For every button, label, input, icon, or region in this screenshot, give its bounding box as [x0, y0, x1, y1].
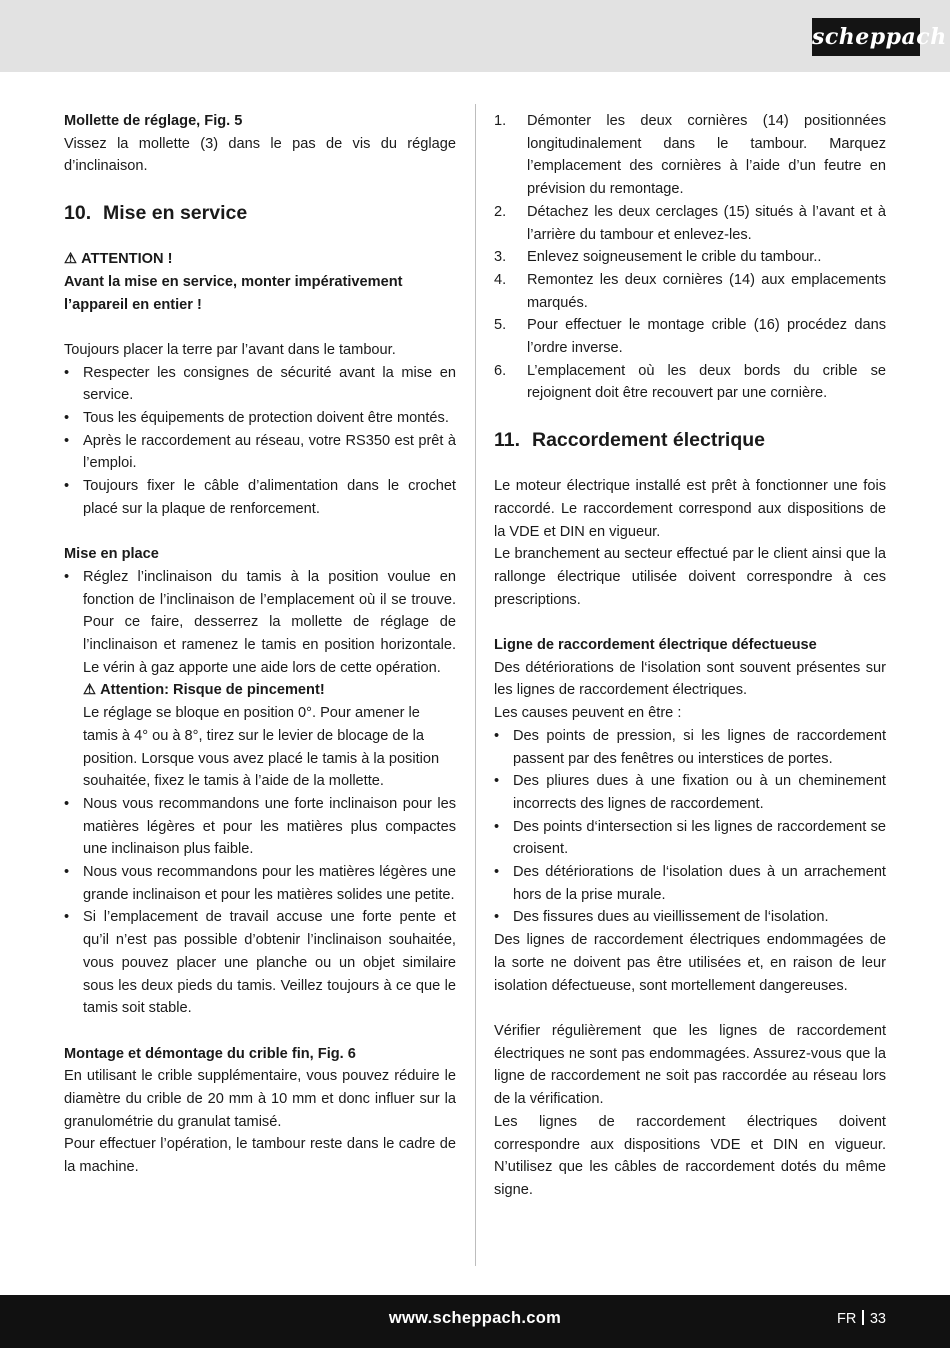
causes-list: [494, 725, 886, 929]
section-10-heading: [64, 200, 456, 226]
steps-list: [494, 110, 886, 405]
mep-bullet-1-text: Réglez l’inclinaison du tamis à la position voulue en fonction de l’inclinaison de l’emplacement où il se trouve. Pour ce faire, desserrez la mollette de réglage de l’inclinaison et ramenez le tamis en position horizontale. Le vérin à gaz apporte une aide lors de cette opération.: [83, 568, 456, 676]
pincement-text: Le réglage se bloque en position 0°. Pour amener le tamis à 4° ou à 8°, tirez sur le levier de blocage de la position. Lorsque vous avez placé le tamis à la position souhaitée, fixez le tamis à l’aide de la mollette.: [83, 705, 440, 790]
list-item: • Après le raccordement au réseau, votre RS350 est prêt à l’emploi.: [64, 430, 456, 475]
list-item: [494, 269, 886, 314]
step-number: 2.: [494, 203, 507, 220]
service-bullet-list: [64, 362, 456, 521]
step-text: L’emplacement où les deux bords du crible se rejoignent doit être recouvert par une cornière.: [527, 362, 886, 402]
list-item: [64, 566, 456, 793]
list-item: [494, 110, 886, 201]
list-item: • Nous vous recommandons une forte inclinaison pour les matières légères et pour les matières plus compactes une inclinaison plus faible.: [64, 793, 456, 861]
list-item: • Toujours fixer le câble d’alimentation dans le crochet placé sur la plaque de renforcement.: [64, 475, 456, 520]
branchement-text: Le branchement au secteur effectué par le client ainsi que la rallonge électrique utilisée doivent correspondre à ces prescriptions.: [494, 546, 886, 608]
step-text: Enlevez soigneusement le crible du tambour..: [527, 249, 822, 266]
list-item: • Des fissures dues au vieillissement de l‘isolation.: [494, 906, 886, 929]
step-text: Démonter les deux cornières (14) positionnées longitudinalement dans le tambour. Marquez l’emplacement des cornières à l’aide d’un feutre en prévision du remontage.: [527, 113, 886, 198]
endommage-text: Des lignes de raccordement électriques endommagées de la sorte ne doivent pas être utilisées et, en raison de leur isolation défectueuse, sont mortellement dangereuses.: [494, 932, 886, 994]
list-item: • Des points d‘intersection si les lignes de raccordement se croisent.: [494, 816, 886, 861]
section-10-number: 10.: [64, 202, 92, 225]
attention-text: Avant la mise en service, monter impérativement l’appareil en entier !: [64, 273, 403, 313]
step-text: Remontez les deux cornières (14) aux emplacements marqués.: [527, 271, 886, 311]
footer-url[interactable]: www.scheppach.com: [388, 1309, 562, 1327]
pincement-warning: [83, 679, 456, 702]
warning-triangle-icon: ⚠: [64, 251, 78, 268]
section-10-title: Mise en service: [103, 202, 248, 225]
pincement-label: Attention: Risque de pincement!: [100, 682, 325, 699]
mollette-title: Mollette de réglage, Fig. 5: [64, 113, 243, 129]
right-column: [494, 110, 886, 1202]
left-column: [64, 110, 456, 1179]
scheppach-logo: scheppach: [812, 18, 920, 56]
list-item: • Tous les équipements de protection doivent être montés.: [64, 407, 456, 430]
section-11-number: 11.: [494, 429, 521, 452]
page-indicator: [837, 1310, 886, 1327]
attention-heading: [64, 248, 456, 271]
list-item: • Respecter les consignes de sécurité avant la mise en service.: [64, 362, 456, 407]
page-separator: [862, 1310, 864, 1325]
moteur-text: Le moteur électrique installé est prêt à fonctionner une fois raccordé. Le raccordement correspond aux dispositions de la VDE et DIN en vigueur.: [494, 478, 886, 540]
list-item: • Nous vous recommandons pour les matières légères une grande inclinaison et pour les matières solides une petite.: [64, 861, 456, 906]
list-item: • Des détériorations de l‘isolation dues à un arrachement hors de la prise murale.: [494, 861, 886, 906]
list-item: [494, 246, 886, 269]
column-divider: [475, 104, 476, 1266]
step-text: Pour effectuer le montage crible (16) procédez dans l’ordre inverse.: [527, 317, 886, 357]
montage-text-2: Pour effectuer l’opération, le tambour reste dans le cadre de la machine.: [64, 1136, 456, 1176]
step-number: 5.: [494, 317, 507, 334]
warning-triangle-icon: ⚠: [83, 682, 97, 699]
step-number: 4.: [494, 271, 507, 288]
language-code: FR: [837, 1311, 857, 1327]
list-item: • Si l’emplacement de travail accuse une forte pente et qu’il n’est pas possible d’obtenir l’inclinaison souhaitée, vous pouvez placer une planche ou un objet similaire sous les deux pieds du tamis. Veillez toujours à ce que le tamis soit stable.: [64, 906, 456, 1020]
list-item: • Des pliures dues à une fixation ou à un cheminement incorrects des lignes de raccordement.: [494, 770, 886, 815]
mollette-text: Vissez la mollette (3) dans le pas de vis du réglage d’inclinaison.: [64, 135, 456, 175]
list-item: • Des points de pression, si les lignes de raccordement passent par des fenêtres ou interstices de portes.: [494, 725, 886, 770]
montage-text-1: En utilisant le crible supplémentaire, vous pouvez réduire le diamètre du crible de 20 mm à 10 mm et donc influer sur la granulométrie du granulat tamisé.: [64, 1068, 456, 1130]
page-number: 33: [869, 1311, 886, 1327]
causes-text: Les causes peuvent en être :: [494, 705, 682, 722]
step-text: Détachez les deux cerclages (15) situés à l’avant et à l’arrière du tambour et enlevez-les.: [527, 203, 886, 243]
montage-title: Montage et démontage du crible fin, Fig. 6: [64, 1045, 356, 1062]
list-item: [494, 314, 886, 359]
mise-en-place-list: [64, 566, 456, 1020]
page-header: [0, 0, 950, 72]
section-11-heading: [494, 427, 886, 453]
terre-text: Toujours placer la terre par l’avant dans le tambour.: [64, 341, 396, 358]
page-footer: [0, 1295, 950, 1348]
section-11-title: Raccordement électrique: [532, 429, 766, 452]
verifier-text: Vérifier régulièrement que les lignes de raccordement électriques ne sont pas endommagées. Assurez-vous que la ligne de raccordement ne soit pas raccordée au réseau lors de la vérification.: [494, 1022, 886, 1108]
ligne-text: Des détériorations de l‘isolation sont souvent présentes sur les lignes de raccordement électriques.: [494, 659, 886, 699]
step-number: 3.: [494, 249, 507, 266]
attention-label: ATTENTION !: [81, 251, 173, 268]
mise-en-place-title: Mise en place: [64, 546, 159, 563]
list-item: [494, 360, 886, 405]
step-number: 6.: [494, 362, 507, 379]
step-number: 1.: [494, 113, 507, 129]
dispositions-text: Les lignes de raccordement électriques doivent correspondre aux dispositions VDE et DIN en vigueur. N’utilisez que les câbles de raccordement dotés du même signe.: [494, 1113, 886, 1198]
list-item: [494, 201, 886, 246]
ligne-title: Ligne de raccordement électrique défectueuse: [494, 637, 817, 654]
